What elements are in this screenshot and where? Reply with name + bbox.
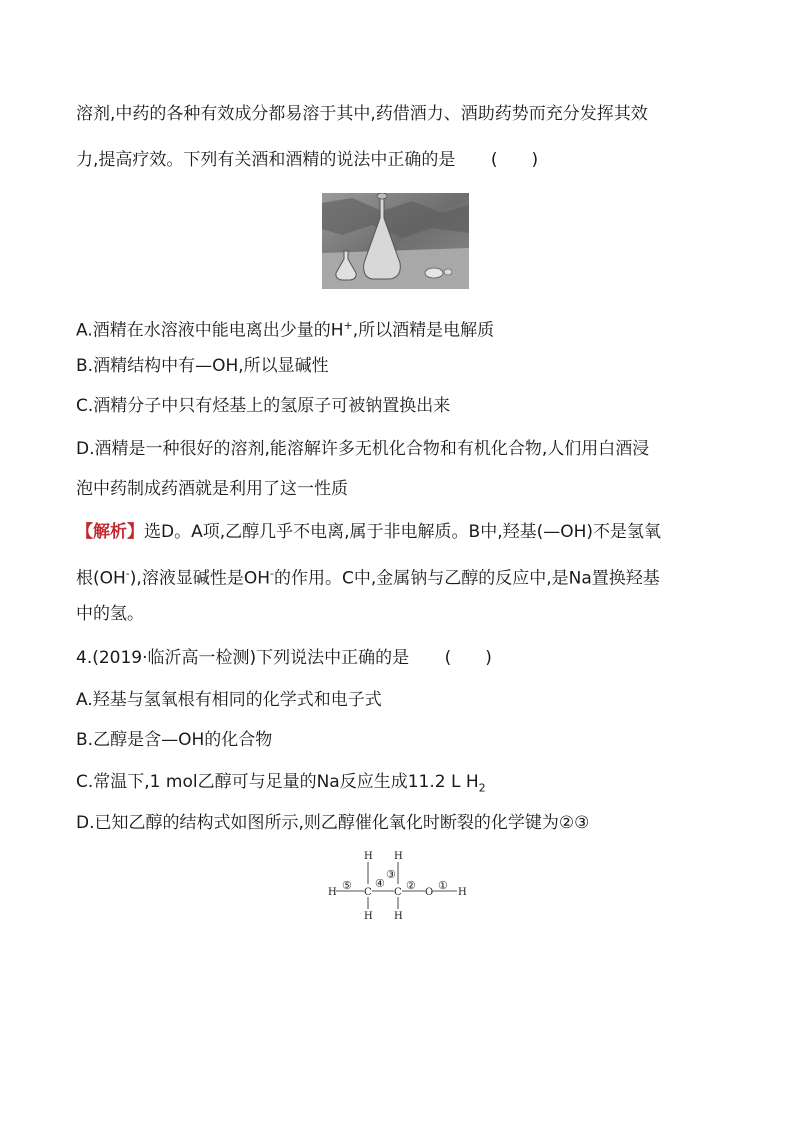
q3-intro-text: 力,提高疗效。下列有关酒和酒精的说法中正确的是 <box>76 150 456 170</box>
analysis-sup1: - <box>125 567 130 580</box>
q3-answer-blank: ( ) <box>490 150 539 170</box>
ethanol-structure-diagram <box>326 846 472 922</box>
analysis-line1 <box>76 520 661 544</box>
q3-option-c: C.酒精分子中只有烃基上的氢原子可被钠置换出来 <box>76 396 451 416</box>
bond-label-5: ⑤ <box>342 879 352 892</box>
analysis-text2b: ),溶液显碱性是OH <box>129 568 270 589</box>
atom-h-bottom2: H <box>394 911 403 922</box>
q3-option-a-text: A.酒精在水溶液中能电离出少量的H <box>76 320 344 341</box>
atom-h-top2: H <box>394 851 403 862</box>
atom-h-top1: H <box>364 851 373 862</box>
analysis-text2c: 的作用。C中,金属钠与乙醇的反应中,是Na置换羟基 <box>273 568 660 589</box>
bond-label-2: ② <box>406 879 416 892</box>
q3-option-d-line2: 泡中药制成药酒就是利用了这一性质 <box>76 479 348 499</box>
q4-option-a: A.羟基与氢氧根有相同的化学式和电子式 <box>76 690 382 710</box>
q4-stem-text: 4.(2019·临沂高一检测)下列说法中正确的是 <box>76 648 410 668</box>
atom-c1: C <box>364 887 372 898</box>
q4-option-b: B.乙醇是含—OH的化合物 <box>76 730 273 750</box>
q4-answer-blank: ( ) <box>444 648 492 668</box>
analysis-line3: 中的氢。 <box>76 604 144 624</box>
q3-intro-line2 <box>76 148 538 172</box>
bond-label-1: ① <box>438 879 448 892</box>
q3-intro-line1: 溶剂,中药的各种有效成分都易溶于其中,药借酒力、酒助药势而充分发挥其效 <box>76 104 648 124</box>
q3-option-b: B.酒精结构中有—OH,所以显碱性 <box>76 356 329 376</box>
atom-o: O <box>425 887 434 898</box>
q4-option-c <box>76 770 486 800</box>
analysis-tag: 【解析】 <box>76 522 144 542</box>
atom-c2: C <box>394 887 402 898</box>
q4-option-d: D.已知乙醇的结构式如图所示,则乙醇催化氧化时断裂的化学键为②③ <box>76 813 590 833</box>
q4-stem <box>76 646 492 670</box>
q3-option-a-tail: ,所以酒精是电解质 <box>352 320 495 341</box>
atom-h-left: H <box>328 887 337 898</box>
q3-option-d-line1: D.酒精是一种很好的溶剂,能溶解许多无机化合物和有机化合物,人们用白酒浸 <box>76 439 650 459</box>
analysis-text2a: 根(OH <box>76 568 126 589</box>
q4-option-c-text: C.常温下,1 mol乙醇可与足量的Na反应生成11.2 L H <box>76 772 479 792</box>
liquor-bottles-photo <box>322 193 469 289</box>
q4-option-c-sub: 2 <box>478 781 486 795</box>
q3-option-a-sup: + <box>343 319 353 332</box>
analysis-sup2: - <box>269 567 274 580</box>
atom-h-bottom1: H <box>364 911 373 922</box>
analysis-line2 <box>76 562 660 591</box>
analysis-text1: 选D。A项,乙醇几乎不电离,属于非电解质。B中,羟基(—OH)不是氢氧 <box>144 522 662 542</box>
atom-h-right: H <box>458 887 467 898</box>
bond-label-3: ③ <box>386 868 396 881</box>
q3-option-a <box>76 314 494 343</box>
bond-label-4: ④ <box>375 877 385 890</box>
